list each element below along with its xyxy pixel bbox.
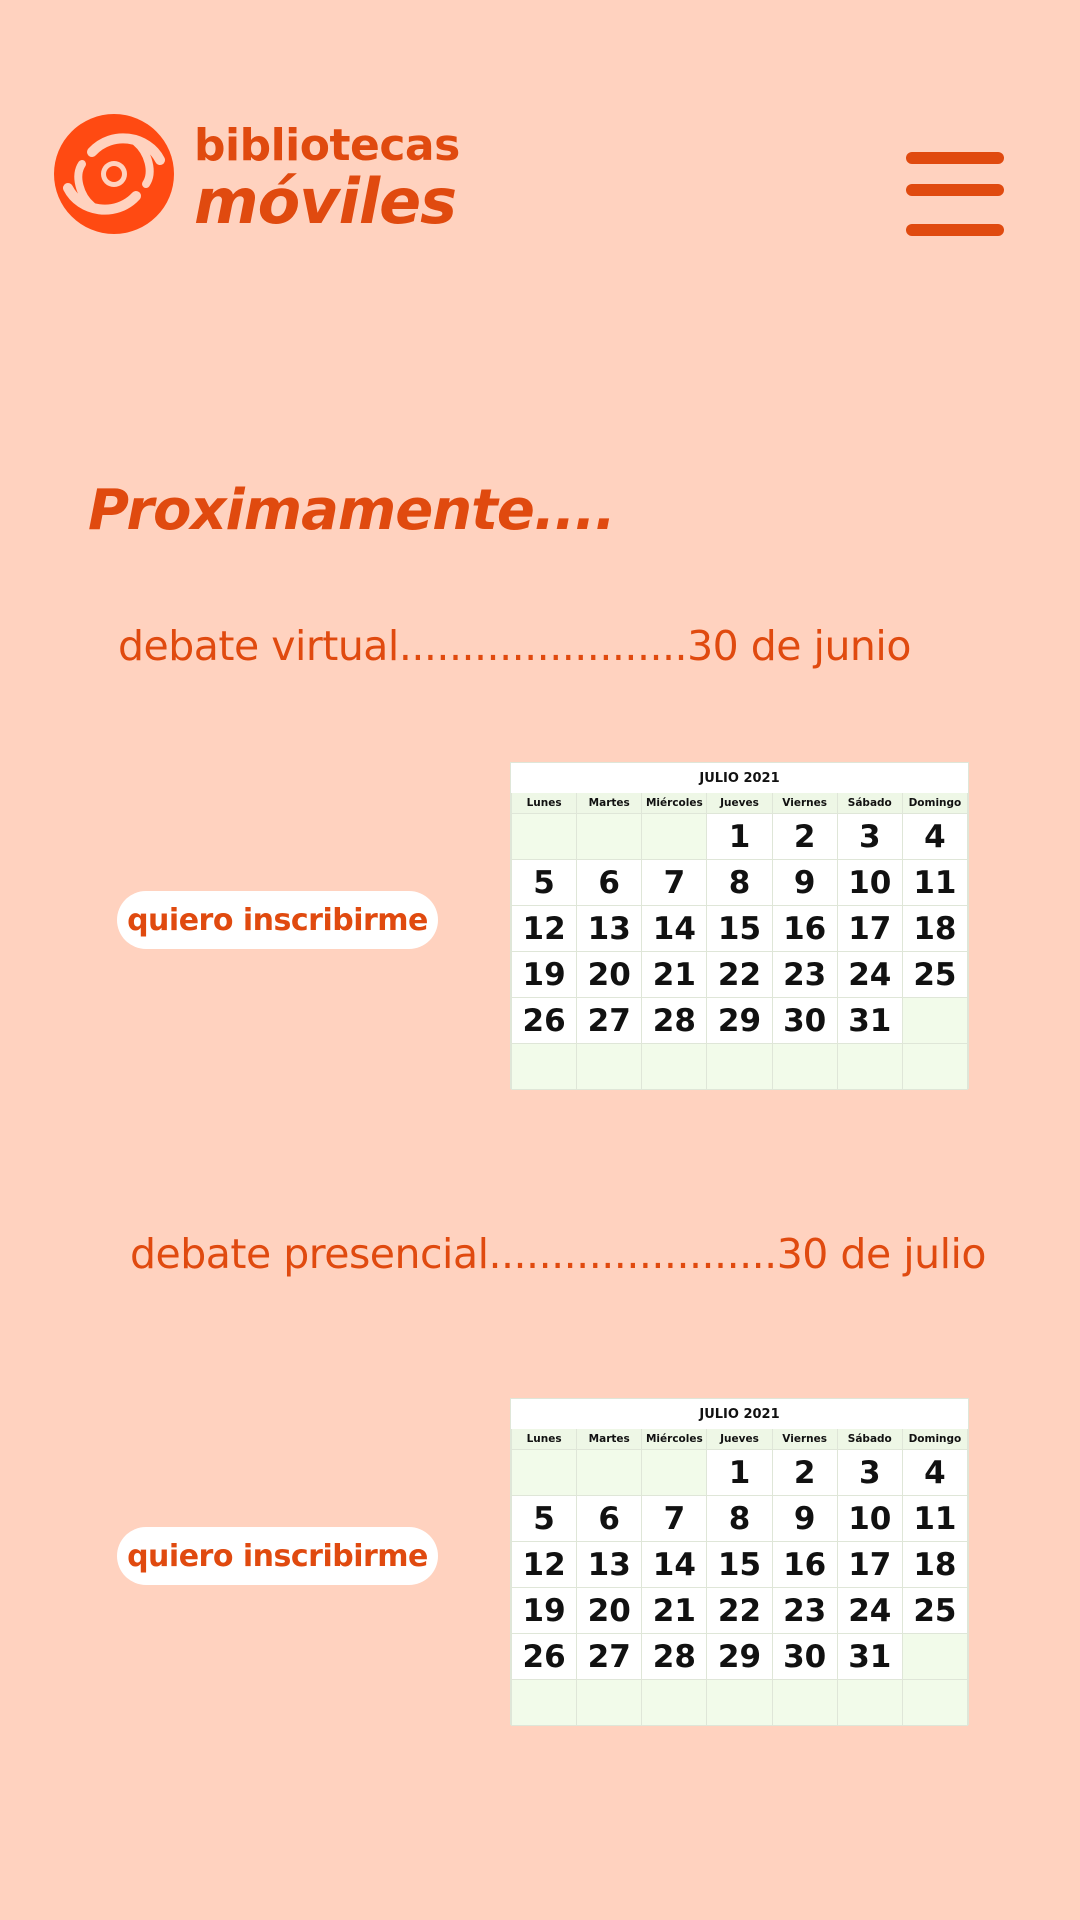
calendar-day: 16: [772, 1542, 837, 1588]
calendar-week-row: [512, 1680, 968, 1726]
calendar-day: 19: [512, 952, 577, 998]
calendar-day: 27: [577, 998, 642, 1044]
calendar-day: [512, 814, 577, 860]
event-virtual-debate: debate virtual.......................30 de junio: [118, 622, 911, 670]
calendar-weekday: Sábado: [837, 793, 902, 814]
calendar-day: 11: [902, 1496, 967, 1542]
calendar-day: [577, 1680, 642, 1726]
calendar-day: 25: [902, 1588, 967, 1634]
calendar-weekday: Martes: [577, 793, 642, 814]
calendar-day: 31: [837, 1634, 902, 1680]
calendar-day: 28: [642, 998, 707, 1044]
calendar-weekday: Domingo: [902, 1429, 967, 1450]
calendar-day: 15: [707, 906, 772, 952]
calendar-day: 1: [707, 1450, 772, 1496]
calendar-day: 29: [707, 998, 772, 1044]
register-button-virtual[interactable]: quiero inscribirme: [117, 891, 438, 949]
calendar-day: [577, 1044, 642, 1090]
calendar-day: 21: [642, 1588, 707, 1634]
calendar-day: 14: [642, 1542, 707, 1588]
calendar-weekday: Lunes: [512, 1429, 577, 1450]
calendar-day: 17: [837, 906, 902, 952]
calendar-week-row: [512, 1496, 968, 1542]
calendar-day: 13: [577, 906, 642, 952]
calendar-day: 2: [772, 814, 837, 860]
calendar-day: 11: [902, 860, 967, 906]
brand-name-line2: móviles: [194, 165, 457, 238]
calendar-week-row: [512, 1450, 968, 1496]
calendar-day: [902, 1680, 967, 1726]
calendar-week-row: [512, 860, 968, 906]
calendar-day: [577, 1450, 642, 1496]
calendar-day: 6: [577, 1496, 642, 1542]
calendar-day: 7: [642, 860, 707, 906]
register-button-presencial[interactable]: quiero inscribirme: [117, 1527, 438, 1585]
calendar-day: 12: [512, 906, 577, 952]
calendar-day: 18: [902, 1542, 967, 1588]
calendar-day: [837, 1680, 902, 1726]
calendar-day: [512, 1450, 577, 1496]
calendar-day: 1: [707, 814, 772, 860]
calendar-day: 8: [707, 1496, 772, 1542]
calendar-day: 23: [772, 1588, 837, 1634]
calendar-weekday: Lunes: [512, 793, 577, 814]
calendar-day: [707, 1044, 772, 1090]
calendar-weekday: Viernes: [772, 793, 837, 814]
calendar-day: 26: [512, 1634, 577, 1680]
calendar-weekday: Domingo: [902, 793, 967, 814]
calendar-day: 22: [707, 952, 772, 998]
calendar-day: [512, 1044, 577, 1090]
calendar-day: 9: [772, 860, 837, 906]
calendar-week-row: [512, 952, 968, 998]
calendar-day: 5: [512, 860, 577, 906]
calendar-day: 8: [707, 860, 772, 906]
calendar-day: [642, 1044, 707, 1090]
calendar-day: 3: [837, 1450, 902, 1496]
calendar-day: 4: [902, 814, 967, 860]
calendar-day: 18: [902, 906, 967, 952]
calendar-day: [902, 1634, 967, 1680]
calendar-day: 20: [577, 1588, 642, 1634]
calendar-day: [772, 1680, 837, 1726]
hamburger-menu-icon-bar: [906, 184, 1004, 196]
calendar-day: 15: [707, 1542, 772, 1588]
calendar-day: 30: [772, 998, 837, 1044]
calendar-weekday: Miércoles: [642, 793, 707, 814]
event-presencial-debate: debate presencial.......................30 de julio: [130, 1230, 986, 1278]
calendar-day: [642, 1680, 707, 1726]
brand-logo[interactable]: [52, 110, 460, 240]
calendar-week-row: [512, 1044, 968, 1090]
calendar-day: 9: [772, 1496, 837, 1542]
hamburger-menu-button[interactable]: [900, 148, 1010, 238]
calendar-weekday: Miércoles: [642, 1429, 707, 1450]
calendar-day: [642, 814, 707, 860]
calendar-day: 12: [512, 1542, 577, 1588]
brand-name-line1: bibliotecas: [194, 120, 460, 171]
calendar-day: 24: [837, 1588, 902, 1634]
calendar-day: 29: [707, 1634, 772, 1680]
calendar-day: [577, 814, 642, 860]
calendar-day: 20: [577, 952, 642, 998]
calendar-title: JULIO 2021: [511, 1399, 968, 1429]
hamburger-menu-icon: [906, 152, 1004, 164]
calendar-weekday: Jueves: [707, 793, 772, 814]
calendar-day: 4: [902, 1450, 967, 1496]
calendar-day: [707, 1680, 772, 1726]
calendar-week-row: [512, 1542, 968, 1588]
calendar-day: 7: [642, 1496, 707, 1542]
calendar-grid: [511, 793, 968, 1090]
calendar-day: 19: [512, 1588, 577, 1634]
calendar-week-row: [512, 1588, 968, 1634]
calendar-week-row: [512, 906, 968, 952]
calendar-day: 6: [577, 860, 642, 906]
calendar-weekday: Sábado: [837, 1429, 902, 1450]
calendar-july-2021: [510, 762, 969, 1089]
hamburger-menu-icon-bar: [906, 224, 1004, 236]
calendar-day: 5: [512, 1496, 577, 1542]
calendar-day: 10: [837, 860, 902, 906]
calendar-day: [837, 1044, 902, 1090]
calendar-title: JULIO 2021: [511, 763, 968, 793]
calendar-day: 13: [577, 1542, 642, 1588]
calendar-day: 23: [772, 952, 837, 998]
calendar-grid: [511, 1429, 968, 1726]
calendar-day: 17: [837, 1542, 902, 1588]
calendar-day: 25: [902, 952, 967, 998]
calendar-week-row: [512, 998, 968, 1044]
bibliotecas-moviles-logo-icon: [52, 112, 176, 236]
calendar-day: 28: [642, 1634, 707, 1680]
calendar-day: 21: [642, 952, 707, 998]
page-heading: Proximamente....: [88, 478, 615, 543]
calendar-day: [512, 1680, 577, 1726]
calendar-day: 10: [837, 1496, 902, 1542]
calendar-weekday: Martes: [577, 1429, 642, 1450]
calendar-day: 16: [772, 906, 837, 952]
calendar-day: [642, 1450, 707, 1496]
calendar-weekday: Viernes: [772, 1429, 837, 1450]
calendar-day: 24: [837, 952, 902, 998]
calendar-day: [772, 1044, 837, 1090]
calendar-day: 31: [837, 998, 902, 1044]
calendar-day: 2: [772, 1450, 837, 1496]
calendar-day: [902, 998, 967, 1044]
calendar-week-row: [512, 814, 968, 860]
calendar-day: 30: [772, 1634, 837, 1680]
calendar-day: 27: [577, 1634, 642, 1680]
calendar-day: 26: [512, 998, 577, 1044]
calendar-day: 3: [837, 814, 902, 860]
calendar-day: 14: [642, 906, 707, 952]
calendar-july-2021: [510, 1398, 969, 1725]
calendar-day: [902, 1044, 967, 1090]
calendar-week-row: [512, 1634, 968, 1680]
calendar-weekday: Jueves: [707, 1429, 772, 1450]
calendar-day: 22: [707, 1588, 772, 1634]
